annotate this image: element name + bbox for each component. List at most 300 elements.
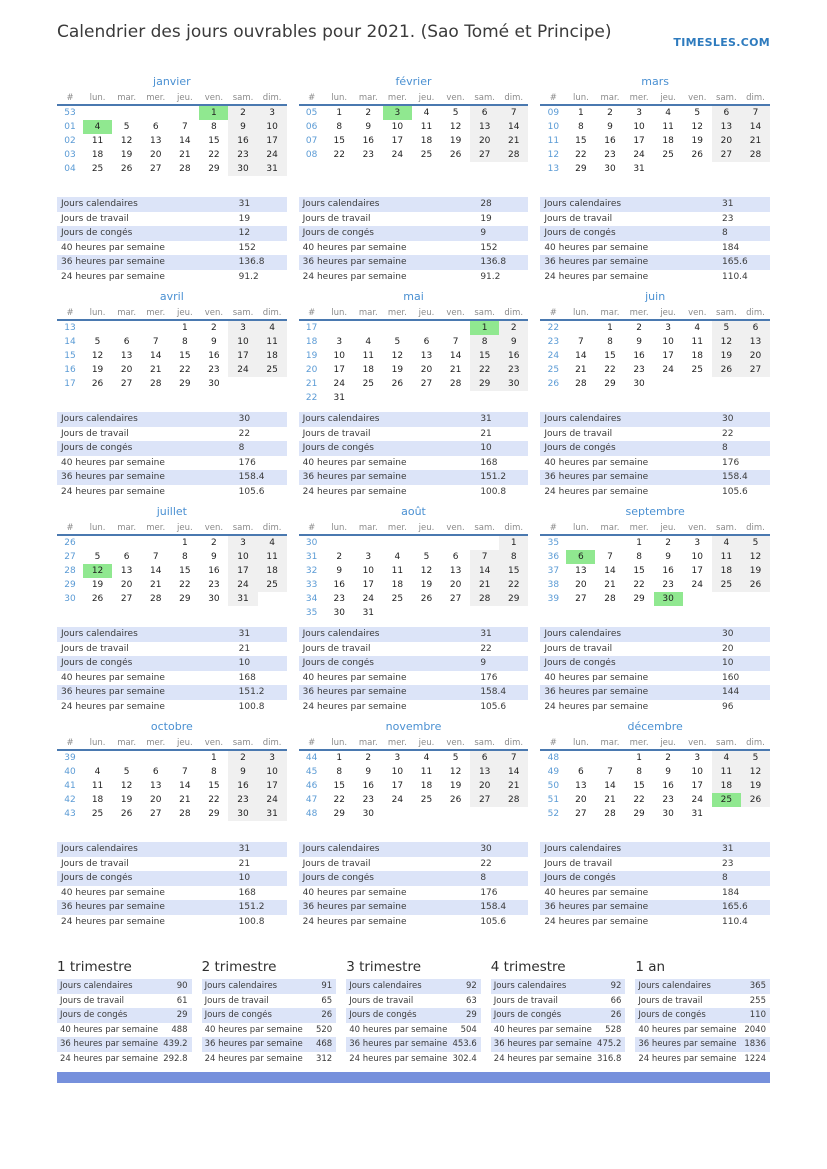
- day-cell: [412, 807, 441, 821]
- calendar: [540, 720, 770, 842]
- day-cell: 3: [258, 750, 287, 765]
- day-header: sam.: [470, 521, 499, 535]
- day-cell: 21: [741, 134, 770, 148]
- day-cell: 30: [604, 164, 616, 174]
- day-cell: 6: [578, 767, 584, 777]
- day-cell: 11: [662, 122, 674, 132]
- stat-label: 24 heures par semaine: [302, 916, 407, 927]
- day-cell: 4: [94, 767, 101, 777]
- stat-row: [540, 470, 770, 485]
- stat-label: 24 heures par semaine: [493, 1053, 592, 1064]
- day-cell: 21: [499, 134, 528, 148]
- stat-value: 22: [238, 428, 251, 439]
- stat-label: Jours de travail: [544, 213, 613, 224]
- day-cell: 1: [211, 753, 217, 763]
- day-cell: 22: [633, 580, 645, 590]
- stat-row: [57, 441, 287, 456]
- stat-row: [57, 979, 192, 994]
- week-number: 03: [64, 150, 76, 160]
- day-header: ven.: [199, 521, 228, 535]
- day-cell: 30: [662, 809, 674, 819]
- day-cell: 31: [691, 809, 703, 819]
- stat-row: [540, 270, 770, 285]
- day-cell: 17: [662, 351, 674, 361]
- day-cell: [228, 377, 257, 391]
- stat-value: 453.6: [452, 1039, 477, 1050]
- stat-label: Jours de travail: [544, 643, 613, 654]
- stat-label: Jours de travail: [61, 858, 129, 869]
- stat-label: Jours de travail: [638, 995, 703, 1006]
- summaries-grid: [57, 959, 770, 1066]
- day-cell: 28: [179, 164, 191, 174]
- month-stats: [299, 412, 529, 499]
- day-header: dim.: [741, 521, 770, 535]
- stat-value: 91.2: [480, 271, 501, 282]
- calendar: [57, 290, 287, 412]
- day-cell: 11: [420, 122, 433, 132]
- stat-row: [346, 1008, 481, 1023]
- week-number: 39: [64, 753, 76, 763]
- stat-value: 92: [465, 981, 477, 992]
- stat-row: [540, 427, 770, 442]
- day-cell: [258, 377, 287, 391]
- day-cell: 7: [499, 750, 528, 765]
- week-row: [299, 550, 529, 564]
- stat-row: [540, 485, 770, 500]
- brand-link[interactable]: TIMESLES.COM: [673, 36, 770, 49]
- stat-value: 158.4: [722, 472, 748, 483]
- month-name: avril: [159, 290, 184, 303]
- stat-row: [491, 994, 626, 1009]
- summary-title: 2 trimestre: [201, 959, 277, 975]
- day-cell: 14: [179, 781, 191, 791]
- day-cell: 29: [499, 592, 528, 606]
- stat-label: Jours calendaires: [302, 199, 380, 210]
- day-cell: 2: [665, 753, 672, 763]
- stat-row: [57, 871, 287, 886]
- stat-row: [540, 642, 770, 657]
- day-cell: 27: [449, 594, 462, 604]
- day-cell: 5: [394, 337, 401, 347]
- day-cell: 12: [712, 335, 741, 349]
- day-header: lun.: [566, 91, 595, 105]
- day-cell: 13: [712, 120, 741, 134]
- day-header: mar.: [354, 306, 383, 320]
- day-cell: 24: [391, 795, 404, 805]
- week-number: 30: [64, 594, 76, 604]
- stat-label: Jours calendaires: [61, 844, 138, 855]
- stat-row: [57, 1052, 192, 1067]
- stat-row: [57, 656, 287, 671]
- stat-row: [540, 226, 770, 241]
- day-cell: [470, 391, 499, 405]
- week-number: 47: [305, 795, 318, 805]
- day-cell: 28: [499, 148, 528, 162]
- stat-row: [540, 685, 770, 700]
- stat-row: [491, 1023, 626, 1038]
- stat-value: 26: [610, 1010, 622, 1021]
- day-header: #: [540, 521, 566, 535]
- week-row: [299, 750, 529, 765]
- months-grid: [57, 75, 770, 935]
- day-cell: 12: [741, 765, 770, 779]
- day-cell: 6: [470, 750, 499, 765]
- day-header: mar.: [112, 91, 141, 105]
- day-cell: [566, 750, 595, 765]
- day-cell: 31: [333, 393, 345, 403]
- day-cell: 3: [258, 105, 287, 120]
- day-cell: [141, 320, 170, 335]
- month-name: février: [395, 75, 432, 88]
- day-cell: 25: [391, 594, 404, 604]
- stat-label: 40 heures par semaine: [302, 672, 407, 683]
- day-cell: 13: [575, 566, 587, 576]
- day-cell: 19: [712, 349, 741, 363]
- day-cell: 3: [228, 320, 257, 335]
- week-number: 46: [305, 781, 318, 791]
- day-cell: 12: [741, 550, 770, 564]
- week-row: [299, 564, 529, 578]
- stat-label: 40 heures par semaine: [544, 887, 649, 898]
- day-header-row: [540, 91, 770, 105]
- stat-value: 110: [749, 1010, 766, 1021]
- stat-label: Jours de congés: [61, 228, 133, 239]
- day-header: #: [540, 736, 566, 750]
- stat-label: Jours de travail: [60, 995, 125, 1006]
- day-cell: 7: [607, 552, 613, 562]
- day-header: sam.: [228, 91, 257, 105]
- day-cell: 15: [208, 781, 220, 791]
- stat-label: 24 heures par semaine: [544, 916, 649, 927]
- day-cell: 31: [362, 608, 375, 618]
- day-cell: 8: [636, 552, 642, 562]
- day-cell: 15: [604, 351, 616, 361]
- stat-label: 40 heures par semaine: [544, 672, 649, 683]
- stat-label: Jours de congés: [302, 443, 374, 454]
- day-header: dim.: [258, 736, 287, 750]
- stat-label: 24 heures par semaine: [544, 486, 649, 497]
- week-number: 21: [305, 379, 318, 389]
- day-cell: 22: [470, 363, 499, 377]
- day-cell: 7: [578, 337, 584, 347]
- day-cell: 14: [449, 351, 462, 361]
- day-header: ven.: [199, 736, 228, 750]
- day-cell: 19: [120, 150, 133, 160]
- week-number: 23: [547, 337, 560, 347]
- week-row: [57, 363, 287, 377]
- stat-value: 9: [480, 658, 487, 669]
- day-cell: [654, 162, 683, 176]
- stat-row: [57, 886, 287, 901]
- day-cell: 22: [575, 150, 587, 160]
- day-header: mar.: [595, 91, 624, 105]
- day-cell: 8: [181, 552, 188, 562]
- day-cell: [499, 606, 528, 620]
- stat-row: [540, 656, 770, 671]
- stat-value: 1836: [744, 1039, 766, 1050]
- month-avril: [57, 290, 287, 499]
- day-cell: 9: [228, 120, 257, 134]
- stat-value: 165.6: [722, 902, 748, 913]
- day-cell: 13: [741, 335, 770, 349]
- stat-row: [491, 1008, 626, 1023]
- day-cell: 2: [636, 323, 642, 333]
- week-row: [299, 320, 529, 335]
- day-header: mer.: [625, 521, 654, 535]
- week-number: 04: [64, 164, 76, 174]
- week-number: 48: [305, 809, 318, 819]
- summary-stats: [346, 979, 481, 1066]
- day-cell: 7: [152, 552, 159, 562]
- stat-label: 36 heures par semaine: [638, 1039, 737, 1050]
- stat-label: Jours de congés: [638, 1010, 706, 1021]
- day-cell: [683, 162, 712, 176]
- day-header: #: [540, 91, 566, 105]
- day-cell: 18: [420, 781, 433, 791]
- day-cell: 31: [258, 807, 287, 821]
- day-header: ven.: [683, 306, 712, 320]
- stat-value: 10: [722, 658, 734, 669]
- stat-value: 31: [480, 629, 492, 640]
- day-cell: 17: [391, 781, 404, 791]
- month-septembre: [540, 505, 770, 714]
- calendar: [57, 720, 287, 842]
- day-header: #: [299, 91, 325, 105]
- day-cell: 20: [741, 349, 770, 363]
- day-cell: 24: [228, 363, 257, 377]
- day-cell: [383, 535, 412, 550]
- day-header: sam.: [470, 736, 499, 750]
- week-number: 17: [305, 323, 318, 333]
- stat-row: [57, 241, 287, 256]
- day-cell: 13: [150, 781, 162, 791]
- stat-label: 40 heures par semaine: [302, 457, 407, 468]
- week-number: 22: [547, 323, 560, 333]
- day-cell: 14: [150, 351, 162, 361]
- stat-label: Jours calendaires: [302, 629, 380, 640]
- day-header: dim.: [741, 306, 770, 320]
- week-row: [299, 335, 529, 349]
- day-header: sam.: [228, 521, 257, 535]
- stat-label: Jours de congés: [544, 658, 616, 669]
- holiday-day-cell: 6: [566, 550, 595, 564]
- stat-row: [57, 700, 287, 715]
- stat-label: 24 heures par semaine: [61, 701, 165, 712]
- stat-label: Jours de travail: [349, 995, 414, 1006]
- stat-label: 36 heures par semaine: [544, 472, 649, 483]
- day-cell: 6: [741, 320, 770, 335]
- summary-title: 4 trimestre: [490, 959, 566, 975]
- stat-value: 105.6: [722, 486, 748, 497]
- calendar-table: [57, 306, 287, 391]
- week-row: [57, 349, 287, 363]
- day-cell: 1: [181, 538, 188, 548]
- summary-stats: [202, 979, 337, 1066]
- stat-label: 36 heures par semaine: [61, 257, 165, 268]
- day-cell: 4: [258, 320, 287, 335]
- month-name: mai: [403, 290, 424, 303]
- week-row: [540, 377, 770, 391]
- stat-value: 110.4: [722, 916, 748, 927]
- week-row: [299, 535, 529, 550]
- stat-row: [57, 1037, 192, 1052]
- week-row: [57, 765, 287, 779]
- day-cell: 21: [575, 365, 587, 375]
- calendar: [540, 290, 770, 412]
- stat-value: 255: [749, 995, 766, 1006]
- day-cell: 16: [208, 566, 220, 576]
- day-cell: 2: [607, 108, 613, 118]
- day-cell: 6: [712, 105, 741, 120]
- day-cell: 7: [452, 337, 459, 347]
- stat-value: 31: [238, 199, 251, 210]
- month-stats: [299, 842, 529, 929]
- stat-row: [57, 915, 287, 930]
- stat-value: 8: [238, 443, 245, 454]
- day-cell: 1: [499, 535, 528, 550]
- stat-value: 22: [480, 858, 492, 869]
- week-row: [540, 105, 770, 120]
- day-cell: 5: [94, 337, 101, 347]
- day-cell: 10: [691, 552, 703, 562]
- week-number: 15: [64, 351, 76, 361]
- week-number: 30: [305, 538, 318, 548]
- stat-label: Jours calendaires: [60, 981, 133, 992]
- day-header: sam.: [712, 736, 741, 750]
- page-header: [57, 21, 770, 49]
- stat-value: 168: [238, 887, 256, 898]
- day-cell: [112, 105, 141, 120]
- day-cell: 16: [662, 566, 674, 576]
- day-cell: 24: [258, 148, 287, 162]
- day-cell: 29: [604, 379, 616, 389]
- day-cell: [712, 807, 741, 821]
- stat-row: [540, 900, 770, 915]
- day-cell: 8: [636, 767, 642, 777]
- day-cell: 7: [181, 122, 188, 132]
- stat-label: Jours de travail: [493, 995, 558, 1006]
- week-row: [540, 363, 770, 377]
- week-row: [57, 535, 287, 550]
- stat-value: 365: [749, 981, 766, 992]
- day-cell: 10: [228, 550, 257, 564]
- day-cell: 2: [365, 753, 372, 763]
- day-cell: 6: [152, 122, 159, 132]
- month-name: décembre: [627, 720, 683, 733]
- stat-row: [57, 485, 287, 500]
- day-header-row: [57, 521, 287, 535]
- day-cell: 18: [362, 365, 375, 375]
- day-cell: [325, 535, 354, 550]
- stat-value: 12: [238, 228, 251, 239]
- day-cell: 26: [741, 578, 770, 592]
- month-name: mars: [641, 75, 670, 88]
- stat-label: 24 heures par semaine: [61, 271, 165, 282]
- calendar: [57, 505, 287, 627]
- stat-value: 136.8: [238, 257, 265, 268]
- day-cell: 18: [712, 564, 741, 578]
- stat-value: 96: [722, 701, 734, 712]
- week-row: [57, 779, 287, 793]
- day-cell: 4: [712, 750, 741, 765]
- day-cell: 1: [636, 753, 642, 763]
- day-cell: [741, 807, 770, 821]
- day-cell: 9: [607, 122, 613, 132]
- week-number: 26: [547, 379, 560, 389]
- stat-label: Jours calendaires: [638, 981, 711, 992]
- day-cell: 26: [120, 809, 133, 819]
- day-cell: 12: [449, 767, 462, 777]
- stat-value: 91.2: [238, 271, 259, 282]
- stat-label: 40 heures par semaine: [349, 1024, 448, 1035]
- day-cell: 22: [333, 795, 345, 805]
- day-cell: 19: [420, 580, 433, 590]
- day-cell: 10: [691, 767, 703, 777]
- week-number: 19: [305, 351, 318, 361]
- day-cell: 29: [575, 164, 587, 174]
- day-cell: 13: [420, 351, 433, 361]
- stat-value: 31: [480, 414, 492, 425]
- day-cell: 29: [208, 809, 220, 819]
- stat-value: 528: [605, 1024, 622, 1035]
- day-header: mer.: [141, 736, 170, 750]
- day-cell: 16: [633, 351, 645, 361]
- stat-row: [202, 1052, 337, 1067]
- stat-value: 312: [315, 1053, 333, 1064]
- stat-row: [540, 871, 770, 886]
- week-row: [299, 377, 529, 391]
- day-header: mar.: [354, 521, 383, 535]
- day-cell: 6: [123, 337, 130, 347]
- day-cell: 23: [362, 150, 375, 160]
- day-cell: [712, 377, 741, 391]
- stat-row: [299, 441, 529, 456]
- day-cell: 11: [258, 335, 287, 349]
- day-cell: 10: [333, 351, 345, 361]
- holiday-day-cell: 1: [199, 105, 228, 120]
- stat-row: [57, 842, 287, 857]
- day-cell: 24: [258, 793, 287, 807]
- summary-stats: [491, 979, 626, 1066]
- calendar-table: [540, 736, 770, 821]
- summary-title: 3 trimestre: [346, 959, 422, 975]
- day-cell: [470, 807, 499, 821]
- stat-label: 24 heures par semaine: [61, 916, 165, 927]
- day-cell: 16: [362, 136, 375, 146]
- day-cell: 29: [470, 377, 499, 391]
- week-number: 05: [305, 108, 318, 118]
- day-cell: 22: [633, 795, 645, 805]
- day-cell: 19: [91, 365, 104, 375]
- stat-row: [299, 212, 529, 227]
- week-row: [57, 120, 287, 134]
- day-cell: 12: [91, 351, 104, 361]
- stat-value: 2040: [744, 1024, 766, 1035]
- week-number: 01: [64, 122, 76, 132]
- week-number: 41: [64, 781, 76, 791]
- day-cell: 28: [741, 148, 770, 162]
- day-header: lun.: [325, 306, 354, 320]
- day-cell: [383, 320, 412, 335]
- stat-row: [57, 642, 287, 657]
- day-cell: [441, 391, 470, 405]
- calendar: [57, 75, 287, 197]
- day-header: jeu.: [170, 306, 199, 320]
- day-cell: 10: [228, 335, 257, 349]
- day-cell: 17: [258, 134, 287, 148]
- day-cell: 29: [633, 594, 645, 604]
- stat-label: Jours de travail: [61, 643, 129, 654]
